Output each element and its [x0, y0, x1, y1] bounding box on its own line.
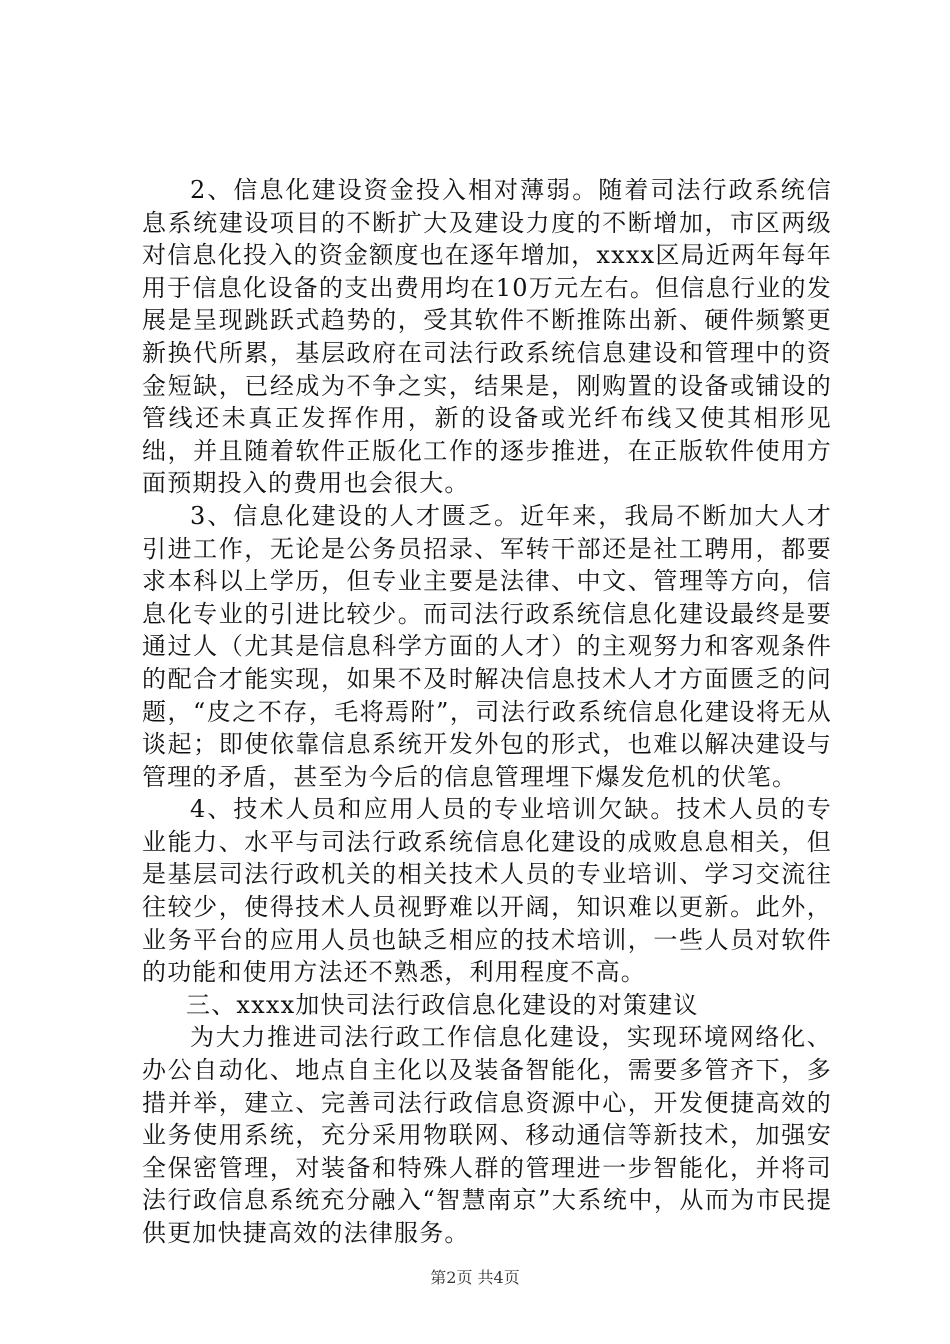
- paragraph-training: 4、技术人员和应用人员的专业培训欠缺。技术人员的专业能力、水平与司法行政系统信息化建设的成败息息相关，但是基层司法行政机关的相关技术人员的专业培训、学习交流往往较少，使得技术人员视野难以开阔，知识难以更新。此外，业务平台的应用人员也缺乏相应的技术培训，一些人员对软件的功能和使用方法还不熟悉，利用程度不高。: [142, 795, 832, 987]
- page-footer: 第2页 共4页: [430, 1268, 520, 1287]
- paragraph-recommendations: 为大力推进司法行政工作信息化建设，实现环境网络化、办公自动化、地点自主化以及装备智能化，需要多管齐下，多措并举，建立、完善司法行政信息资源中心，开发便捷高效的业务使用系统，充分采用物联网、移动通信等新技术，加强安全保密管理，对装备和特殊人群的管理进一步智能化，并将司法行政信息系统充分融入“智慧南京”大系统中，从而为市民提供更加快捷高效的法律服务。: [142, 1023, 832, 1247]
- section-heading: 三、xxxx加快司法行政信息化建设的对策建议: [186, 990, 699, 1019]
- document-body: [142, 174, 832, 1250]
- paragraph-funding: 2、信息化建设资金投入相对薄弱。随着司法行政系统信息系统建设项目的不断扩大及建设力度的不断增加，市区两级对信息化投入的资金额度也在逐年增加，xxxx区局近两年每年用于信息化设备的支出费用均在10万元左右。但信息行业的发展是呈现跳跃式趋势的，受其软件不断推陈出新、硬件频繁更新换代所累，基层政府在司法行政系统信息建设和管理中的资金短缺，已经成为不争之实，结果是，刚购置的设备或铺设的管线还未真正发挥作用，新的设备或光纤布线又使其相形见绌，并且随着软件正版化工作的逐步推进，在正版软件使用方面预期投入的费用也会很大。: [142, 176, 832, 498]
- paragraph-talent: 3、信息化建设的人才匮乏。近年来，我局不断加大人才引进工作，无论是公务员招录、军转干部还是社工聘用，都要求本科以上学历，但专业主要是法律、中文、管理等方向，信息化专业的引进比较少。而司法行政系统信息化建设最终是要通过人（尤其是信息科学方面的人才）的主观努力和客观条件的配合才能实现，如果不及时解决信息技术人才方面匮乏的问题，“皮之不存，毛将焉附”，司法行政系统信息化建设将无从谈起；即使依靠信息系统开发外包的形式，也难以解决建设与管理的矛盾，甚至为今后的信息管理埋下爆发危机的伏笔。: [142, 501, 832, 791]
